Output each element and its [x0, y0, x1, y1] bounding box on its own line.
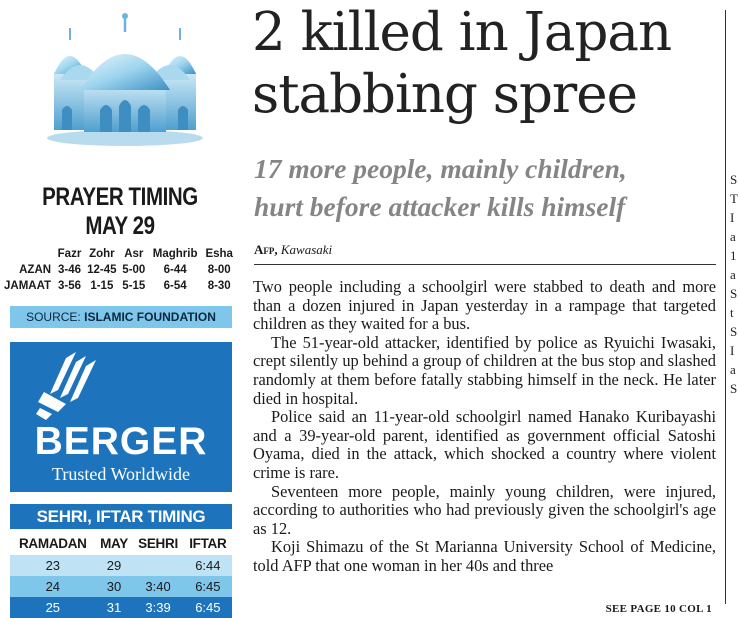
edge-letter: S: [730, 324, 738, 339]
sehri-header: RAMADAN: [18, 535, 87, 551]
prayer-header: Maghrib: [152, 248, 198, 260]
edge-letter: I: [730, 210, 735, 225]
table-cell: 6:45: [184, 597, 232, 618]
article-paragraph: Two people including a schoolgirl were stabbed to death and more than a dozen injured in Japan yesterday in a rampage that targeted children as they waited for a bus.: [253, 277, 716, 334]
dateline-place: Kawasaki: [280, 242, 333, 257]
prayer-header: Zohr: [89, 248, 115, 260]
divider: [254, 264, 716, 265]
table-cell: 23: [10, 555, 96, 576]
sehri-iftar-table: [10, 531, 232, 618]
sehri-header: SEHRI: [138, 535, 178, 551]
sidebar: [0, 0, 240, 614]
prayer-header: Esha: [205, 248, 233, 260]
edge-letter: a: [730, 229, 736, 244]
prayer-header-row: [4, 246, 236, 262]
prayer-time: 3-56: [57, 280, 81, 292]
prayer-time: 6-44: [163, 264, 187, 276]
table-cell: 6:45: [184, 576, 232, 597]
table-cell: 31: [96, 597, 133, 618]
ad-tagline: Trusted Worldwide: [51, 464, 191, 484]
brush-logo-icon: [36, 352, 100, 422]
prayer-time: 12-45: [87, 264, 117, 276]
prayer-time: 1-15: [90, 280, 114, 292]
prayer-header: Asr: [124, 248, 144, 260]
sehri-iftar-title: SEHRI, IFTAR TIMING: [10, 504, 232, 529]
news-agency: Afp,: [254, 242, 278, 257]
ad-brand: BERGER: [34, 420, 208, 463]
prayer-time: 5-15: [122, 280, 146, 292]
edge-letter: S: [730, 172, 738, 187]
prayer-times-table: [4, 246, 236, 294]
column-divider: [725, 10, 726, 604]
table-cell: 25: [10, 597, 96, 618]
sehri-header: MAY: [100, 535, 128, 551]
table-row: [10, 597, 232, 618]
table-cell: 3:39: [132, 597, 183, 618]
source-prefix: SOURCE:: [26, 310, 81, 324]
prayer-timing-title: PRAYER TIMING: [42, 183, 198, 211]
mosque-icon: [40, 10, 210, 150]
prayer-time: 3-46: [57, 264, 81, 276]
prayer-time: 5-00: [122, 264, 146, 276]
subhead-line: 17 more people, mainly children,: [254, 153, 627, 184]
table-cell: 24: [10, 576, 96, 597]
article-paragraph: The 51-year-old attacker, identified by police as Ryuichi Iwasaki, crept silently up behind a group of children at the bus stop and slashed randomly at them before fatally stabbing himself in the neck. He later died in hospital.: [253, 332, 716, 408]
article-body: [253, 278, 716, 576]
edge-letter: a: [730, 267, 736, 282]
prayer-header: Fazr: [57, 248, 82, 260]
adjacent-column-cutoff: [730, 0, 736, 614]
subhead-line: hurt before attacker kills himself: [254, 191, 626, 222]
prayer-timing-date: MAY 29: [85, 212, 155, 240]
news-article: [250, 0, 718, 614]
edge-letter: a: [730, 362, 736, 377]
table-cell: 29: [96, 555, 133, 576]
continuation-link[interactable]: SEE PAGE 10 COL 1: [605, 603, 712, 615]
article-paragraph: Koji Shimazu of the St Marianna University School of Medicine, told AFP that one woman in her 40s and three: [253, 537, 716, 575]
sehri-header-row: [10, 531, 232, 555]
edge-letter: S: [730, 381, 738, 396]
edge-letter: 1: [730, 248, 737, 263]
row-label: JAMAAT: [4, 280, 52, 292]
berger-advertisement[interactable]: [10, 342, 232, 492]
edge-letter: T: [730, 191, 738, 206]
prayer-row-azan: [4, 262, 236, 278]
table-cell: 30: [96, 576, 133, 597]
edge-letter: t: [730, 305, 734, 320]
source-credit: [10, 306, 232, 328]
table-row: [10, 576, 232, 597]
article-paragraph: Seventeen more people, mainly young children, were injured, according to authorities who had previously given the schoolgirl's age as 12.: [253, 481, 716, 538]
dateline: [254, 242, 332, 258]
table-cell: 3:40: [132, 576, 183, 597]
prayer-time: 6-54: [163, 280, 187, 292]
prayer-row-jamaat: [4, 278, 236, 294]
headline-line: stabbing spree: [252, 64, 638, 125]
table-row: [10, 555, 232, 576]
subheadline: [254, 150, 720, 226]
sehri-header: IFTAR: [189, 535, 227, 551]
source-name: ISLAMIC FOUNDATION: [84, 310, 216, 324]
table-cell: [132, 555, 183, 576]
prayer-time: 8-30: [207, 280, 231, 292]
headline[interactable]: [252, 2, 722, 126]
row-label: AZAN: [19, 264, 52, 276]
edge-letter: I: [730, 343, 735, 358]
table-cell: 6:44: [184, 555, 232, 576]
headline-line: 2 killed in Japan: [252, 2, 672, 63]
article-paragraph: Police said an 11-year-old schoolgirl named Hanako Kuribayashi and a 39-year-old parent, identified as government official Satoshi Oyama, died in the attack, which shocked a country where violent crime is rare.: [253, 407, 716, 482]
prayer-time: 8-00: [207, 264, 231, 276]
edge-letter: S: [730, 286, 738, 301]
